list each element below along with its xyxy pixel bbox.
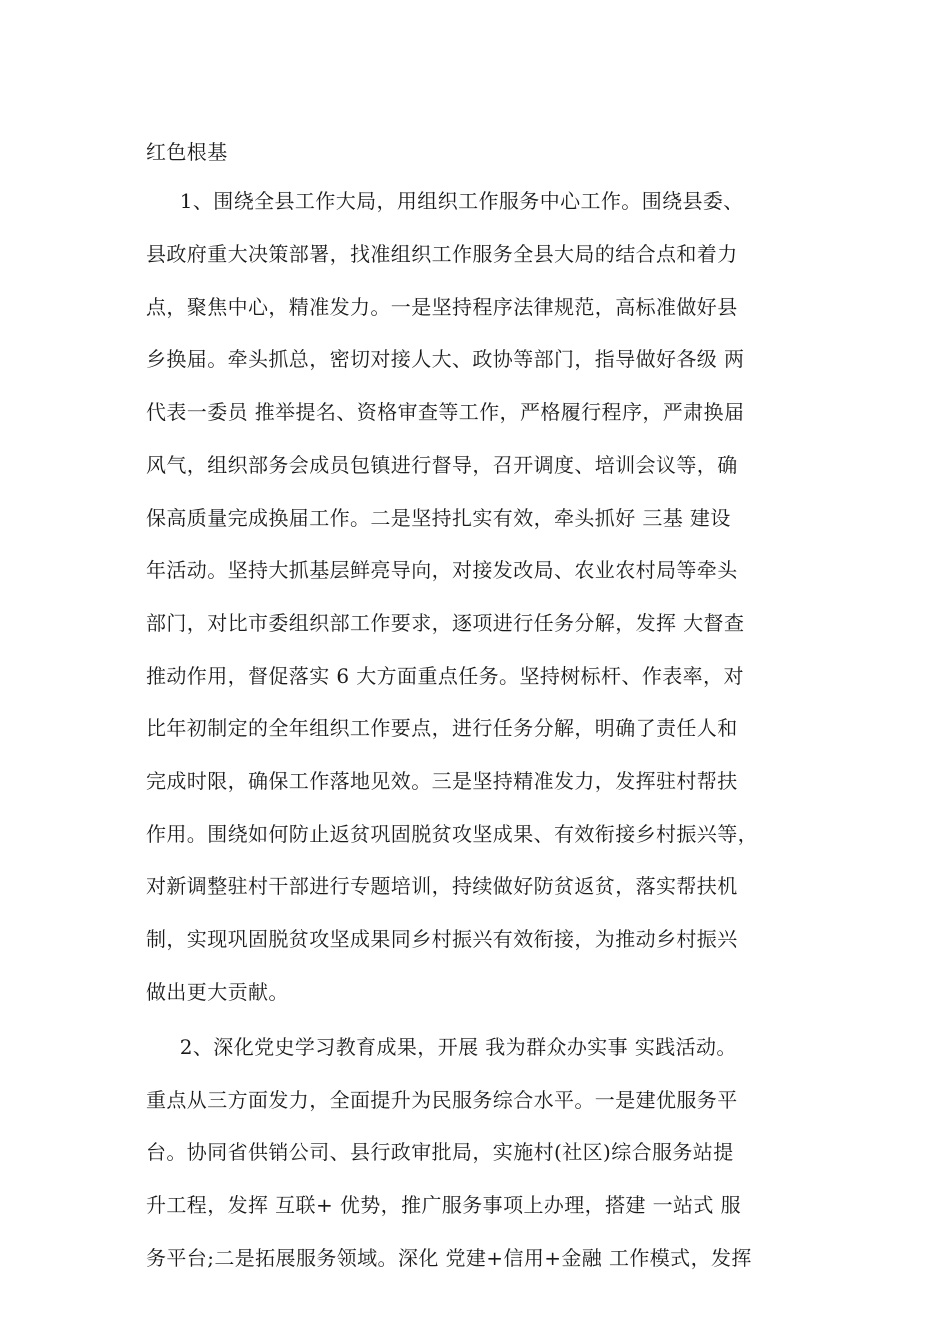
paragraph-line: 点，聚焦中心，精准发力。一是坚持程序法律规范，高标准做好县 <box>146 295 738 319</box>
paragraph-line: 代表一委员 推举提名、资格审查等工作，严格履行程序，严肃换届 <box>146 400 745 424</box>
paragraph-line: 风气，组织部务会成员包镇进行督导，召开调度、培训会议等，确 <box>146 453 738 477</box>
paragraph-line: 乡换届。牵头抓总，密切对接人大、政协等部门，指导做好各级 两 <box>146 347 745 371</box>
paragraph-line: 比年初制定的全年组织工作要点，进行任务分解，明确了责任人和 <box>146 716 738 740</box>
paragraph-line: 2、深化党史学习教育成果，开展 我为群众办实事 实践活动。 <box>146 1035 737 1059</box>
paragraph-line: 推动作用，督促落实 6 大方面重点任务。坚持树标杆、作表率，对 <box>146 664 744 688</box>
paragraph-line: 对新调整驻村干部进行专题培训，持续做好防贫返贫，落实帮扶机 <box>146 874 738 898</box>
paragraph-line: 作用。围绕如何防止返贫巩固脱贫攻坚成果、有效衔接乡村振兴等， <box>146 822 758 846</box>
paragraph-line: 部门，对比市委组织部工作要求，逐项进行任务分解，发挥 大督查 <box>146 611 745 635</box>
paragraph-line: 制，实现巩固脱贫攻坚成果同乡村振兴有效衔接，为推动乡村振兴 <box>146 927 738 951</box>
paragraph-line: 做出更大贡献。 <box>146 980 289 1004</box>
paragraph-line: 1、围绕全县工作大局，用组织工作服务中心工作。围绕县委、 <box>146 189 744 213</box>
paragraph-line: 完成时限，确保工作落地见效。三是坚持精准发力，发挥驻村帮扶 <box>146 769 738 793</box>
paragraph-line: 年活动。坚持大抓基层鲜亮导向，对接发改局、农业农村局等牵头 <box>146 558 738 582</box>
paragraph-line: 台。协同省供销公司、县行政审批局，实施村(社区)综合服务站提 <box>146 1140 734 1164</box>
paragraph-line: 重点从三方面发力，全面提升为民服务综合水平。一是建优服务平 <box>146 1088 738 1112</box>
paragraph-line: 务平台;二是拓展服务领域。深化 党建+信用+金融 工作模式，发挥 <box>146 1246 752 1270</box>
paragraph-line: 保高质量完成换届工作。二是坚持扎实有效，牵头抓好 三基 建设 <box>146 506 731 530</box>
document-heading: 红色根基 <box>146 140 228 164</box>
paragraph-line: 县政府重大决策部署，找准组织工作服务全县大局的结合点和着力 <box>146 242 738 266</box>
paragraph-line: 升工程，发挥 互联+ 优势，推广服务事项上办理，搭建 一站式 服 <box>146 1193 741 1217</box>
